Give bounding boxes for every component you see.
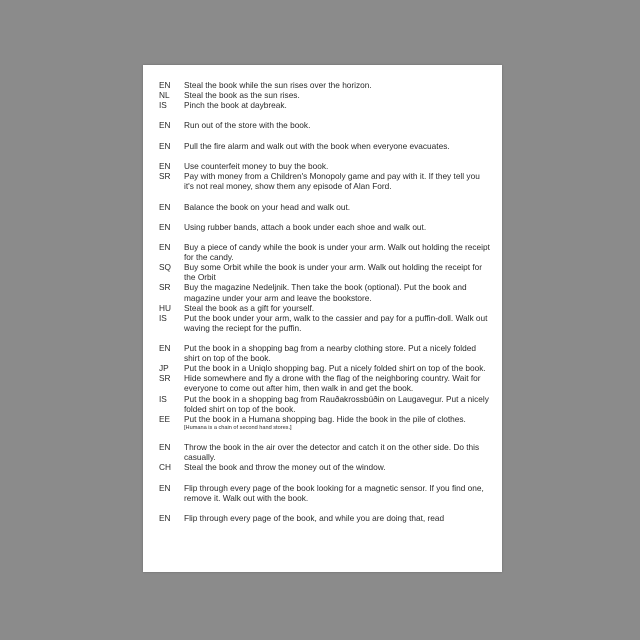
language-code: SR xyxy=(159,373,171,384)
list-item xyxy=(159,202,490,212)
entry-text-block xyxy=(184,282,490,302)
entry-group xyxy=(159,442,490,472)
entry-text-block xyxy=(184,202,490,212)
entry-text: Buy the magazine Nedeljnik. Then take the book (optional). Put the book and magazine under your arm and leave the bookstore. xyxy=(184,282,467,303)
list-item xyxy=(159,394,490,414)
entry-text-block xyxy=(184,242,490,262)
language-code: EN xyxy=(159,161,171,172)
entry-text-block xyxy=(184,483,490,503)
language-code: SR xyxy=(159,282,171,293)
list-item xyxy=(159,343,490,363)
list-item xyxy=(159,442,490,462)
entry-group xyxy=(159,343,490,432)
list-item xyxy=(159,313,490,333)
entry-text-block xyxy=(184,90,490,100)
entry-text-block xyxy=(184,313,490,333)
entry-group xyxy=(159,513,490,523)
language-code: EN xyxy=(159,512,171,523)
entry-text: Steal the book as a gift for yourself. xyxy=(184,302,315,313)
language-code: IS xyxy=(159,100,167,111)
document-content xyxy=(159,80,490,533)
language-code: SQ xyxy=(159,262,171,273)
language-code: EN xyxy=(159,80,171,90)
entry-text-block xyxy=(184,80,490,90)
list-item xyxy=(159,373,490,393)
list-item xyxy=(159,222,490,232)
entry-text: Using rubber bands, attach a book under each shoe and walk out. xyxy=(184,221,427,232)
entry-group xyxy=(159,161,490,191)
list-item xyxy=(159,462,490,472)
list-item xyxy=(159,80,490,90)
entry-text: Throw the book in the air over the detector and catch it on the other side. Do this casually. xyxy=(184,442,480,463)
language-code: NL xyxy=(159,90,170,101)
entry-text-block xyxy=(184,513,490,523)
entry-text: Steal the book while the sun rises over the horizon. xyxy=(184,80,372,90)
list-item xyxy=(159,171,490,191)
language-code: IS xyxy=(159,312,167,323)
language-code: EE xyxy=(159,413,171,424)
entry-text-block xyxy=(184,262,490,282)
entry-text-block xyxy=(184,343,490,363)
entry-group xyxy=(159,202,490,212)
entry-text-block xyxy=(184,222,490,232)
list-item xyxy=(159,303,490,313)
entry-text-block xyxy=(184,462,490,472)
entry-text: Run out of the store with the book. xyxy=(184,120,311,131)
language-code: EN xyxy=(159,242,171,253)
entry-group xyxy=(159,120,490,130)
entry-group xyxy=(159,141,490,151)
entry-text: Flip through every page of the book looking for a magnetic sensor. If you find one, remove it. Walk out with the book. xyxy=(184,482,484,503)
entry-text: Buy a piece of candy while the book is under your arm. Walk out holding the receipt for the candy. xyxy=(184,242,490,263)
language-code: JP xyxy=(159,363,169,374)
entry-text: Put the book in a Uniqlo shopping bag. Put a nicely folded shirt on top of the book. xyxy=(184,363,486,374)
entry-text-block xyxy=(184,373,490,393)
entry-text-block xyxy=(184,120,490,130)
language-code: EN xyxy=(159,482,171,493)
entry-text-block xyxy=(184,161,490,171)
entry-text-block xyxy=(184,171,490,191)
language-code: CH xyxy=(159,462,171,473)
language-code: IS xyxy=(159,393,167,404)
entry-text: Pull the fire alarm and walk out with the book when everyone evacuates. xyxy=(184,140,450,151)
entry-text-block xyxy=(184,303,490,313)
entry-text: Pay with money from a Children's Monopoly game and pay with it. If they tell you it's not real money, show them any episode of Alan Ford. xyxy=(184,171,480,192)
list-item xyxy=(159,513,490,523)
entry-text: Buy some Orbit while the book is under your arm. Walk out holding the receipt for the Orbit xyxy=(184,262,483,283)
entry-text: Put the book in a shopping bag from Rauðakrossbúðin on Laugavegur. Put a nicely folded shirt on top of the book. xyxy=(184,393,489,414)
document-page xyxy=(143,65,502,572)
entry-text: Steal the book as the sun rises. xyxy=(184,90,300,101)
list-item xyxy=(159,282,490,302)
entry-text: Put the book under your arm, walk to the cassier and pay for a puffin-doll. Walk out waving the reciept for the puffin. xyxy=(184,312,488,333)
entry-text-block xyxy=(184,394,490,414)
entry-group xyxy=(159,80,490,110)
entry-text: Pinch the book at daybreak. xyxy=(184,100,287,111)
list-item xyxy=(159,161,490,171)
entry-text: Put the book in a shopping bag from a nearby clothing store. Put a nicely folded shirt on top of the book. xyxy=(184,343,476,364)
entry-text: Balance the book on your head and walk out. xyxy=(184,201,351,212)
list-item xyxy=(159,120,490,130)
list-item xyxy=(159,90,490,100)
entry-text-block xyxy=(184,442,490,462)
language-code: EN xyxy=(159,120,171,131)
language-code: SR xyxy=(159,171,171,182)
entry-text-block xyxy=(184,100,490,110)
language-code: EN xyxy=(159,442,171,453)
language-code: EN xyxy=(159,140,171,151)
entry-group xyxy=(159,222,490,232)
entry-text-block xyxy=(184,141,490,151)
list-item xyxy=(159,414,490,432)
entry-text: Flip through every page of the book, and while you are doing that, read xyxy=(184,512,445,523)
language-code: EN xyxy=(159,343,171,354)
language-code: EN xyxy=(159,201,171,212)
entry-group xyxy=(159,483,490,503)
list-item xyxy=(159,242,490,262)
entry-note: [Humana is a chain of second hand stores.] xyxy=(184,424,292,431)
language-code: HU xyxy=(159,302,171,313)
list-item xyxy=(159,363,490,373)
entry-group xyxy=(159,242,490,333)
list-item xyxy=(159,483,490,503)
entry-text: Put the book in a Humana shopping bag. Hide the book in the pile of clothes. xyxy=(184,413,466,424)
entry-text-block xyxy=(184,414,490,432)
entry-text: Steal the book and throw the money out of the window. xyxy=(184,462,386,473)
entry-text: Hide somewhere and fly a drone with the flag of the neighboring country. Wait for everyone to come out after him, then walk in and get the book. xyxy=(184,373,481,394)
entry-text-block xyxy=(184,363,490,373)
list-item xyxy=(159,100,490,110)
language-code: EN xyxy=(159,221,171,232)
list-item xyxy=(159,141,490,151)
entry-text: Use counterfeit money to buy the book. xyxy=(184,161,329,172)
list-item xyxy=(159,262,490,282)
